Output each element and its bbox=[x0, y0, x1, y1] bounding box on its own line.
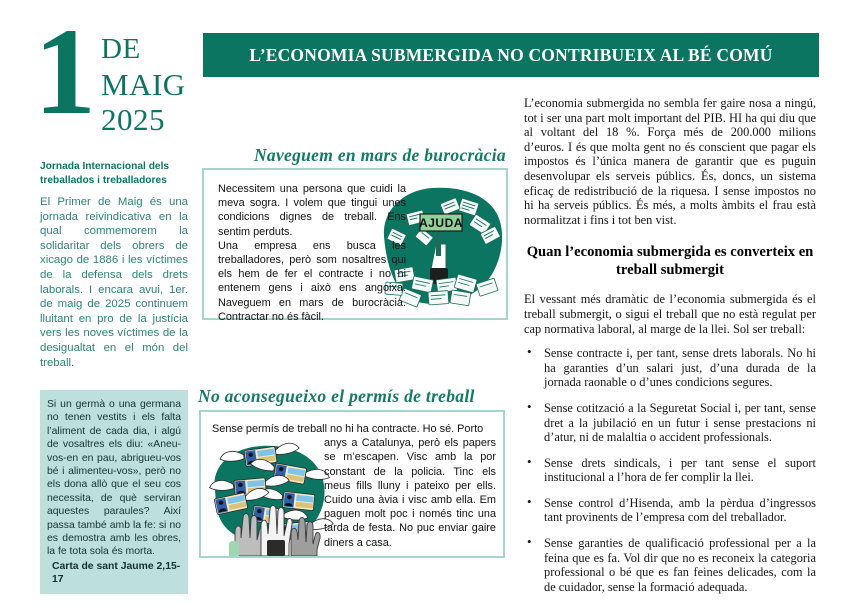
story-2-text bbox=[212, 422, 496, 550]
headline-banner bbox=[203, 33, 819, 77]
story-2-lead: Sense permís de treball no hi ha contracte. Ho sé. Porto bbox=[212, 423, 484, 435]
bullet-item: • Sense contracte i, per tant, sense drets laborals. No hi ha garanties d’un salari just, d’una durada de la jornada raonable o d’unes condicions segures. bbox=[524, 346, 816, 390]
headline-title: L’ECONOMIA SUBMERGIDA NO CONTRIBUEIX AL BÉ COMÚ bbox=[249, 44, 773, 65]
left-column-body: El Primer de Maig és una jornada reivindicativa en la qual commemorem la solidaritar dels obrers de xicago de 1886 i les víctimes de la defensa dels drets laborals. I encara avui, 1er. de maig de 2025 continuem lluitant en pro de la justícia vers les noves víctimes de la desigualtat en el món del treball. bbox=[40, 196, 188, 369]
story-1-text bbox=[218, 182, 406, 324]
left-column-heading: Jornada Internacional dels treballados i treballadores bbox=[40, 161, 170, 186]
svg-text:AJUDA: AJUDA bbox=[419, 216, 463, 230]
bullet-item: • Sense control d’Hisenda, amb la pèrdua d’ingressos tant provinents de l’empresa com del treballador. bbox=[524, 496, 816, 525]
masthead-month-label: MAIG bbox=[101, 67, 186, 102]
scripture-quote-source: Carta de sant Jaume 2,15-17 bbox=[52, 560, 181, 586]
story-1-paragraph-1: Necessitem una persona que cuidi la meva sogra. I volem que tingui unes condicions dignes de treball. Ens sentim perduts. bbox=[218, 183, 406, 238]
treball-submergit-bullet-list bbox=[524, 346, 816, 594]
scripture-quote-box bbox=[40, 390, 188, 594]
story-2-box bbox=[199, 410, 505, 558]
right-column-subheading: Quan l’economia submergida es converteix en treball submergit bbox=[526, 244, 814, 279]
right-column bbox=[524, 96, 816, 605]
scripture-quote-text: Si un germà o una germana no tenen vestits i els falta l’aliment de cada dia, i algú de vosaltres els diu: «Aneu-vos-en en pau, abrigueu-vos bé i alimenteu-vos», però no els dona allò que el seu cos necessita, de què serviran aquestes paraules? Així passa també amb la fe: si no es demostra amb les obres, la fe tota sola és morta. bbox=[47, 399, 181, 558]
masthead-de-label: DE bbox=[101, 33, 141, 65]
masthead-day-number: 1 bbox=[34, 3, 92, 140]
left-column bbox=[40, 160, 188, 370]
story-1-paragraph-2: Una empresa ens busca les treballadores, però som nosaltres qui els hem de fer el contracte i no hi entenem gens i això ens angoixa. Naveguem en mars de burocràcia. Contractar no és fàcil. bbox=[218, 239, 406, 323]
right-column-paragraph: El vessant més dramàtic de l’economia submergida és el treball submergit, o sigui el treball que no està regulat per cap normativa laboral, al marge de la llei. Sol ser treball: bbox=[524, 292, 816, 336]
bullet-item: • Sense garanties de qualificació professional per a la feina que es fa. Vol dir que no es reconeix la categoria professional o bé que es fan feines delicades, com la de cuidador, sense la formació adequada. bbox=[524, 536, 816, 594]
right-column-intro: L’economia submergida no sembla fer gaire nosa a ningú, tot i ser una part molt important del PIB. HI ha qui diu que al voltant del 18 %. Força més de 200.000 milions d’euros. I és que molta gent no és conscient que pagar els impostos és l’única manera de garantir que es puguin desenvolupar els serveis públics. És, doncs, un sistema eficaç de redistribució de la riquesa. I sense impostos no hi ha serveis públics. És més, a molts àmbits el frau està normalitzat i fins i tot ben vist. bbox=[524, 96, 816, 227]
story-2-heading: No aconsegueixo el permís de treball bbox=[198, 386, 475, 406]
story-1-box bbox=[202, 168, 508, 323]
story-2-body: anys a Catalunya, però els papers se m’escapen. Visc amb la por constant de la policia. Tinc els meus fills lluny i pateixo per ells. Cuido una àvia i visc amb ella. Em paguen molt poc i només tinc una tarda de festa. No puc enviar gaire diners a casa. bbox=[324, 437, 496, 549]
story-1-heading: Naveguem en mars de burocràcia bbox=[253, 145, 506, 165]
masthead-date-stack bbox=[101, 32, 186, 137]
bullet-item: • Sense drets sindicals, i per tant sense el suport institucional a l’hora de fer complir la llei. bbox=[524, 456, 816, 485]
bullet-item: • Sense cotització a la Seguretat Social i, per tant, sense dret a la jubilació en un futur i sense prestacions ni d’atur, ni de malaltia o accident professionals. bbox=[524, 401, 816, 445]
ajuda-sign bbox=[419, 214, 463, 231]
masthead bbox=[34, 3, 224, 146]
masthead-year-label: 2025 bbox=[101, 102, 165, 137]
